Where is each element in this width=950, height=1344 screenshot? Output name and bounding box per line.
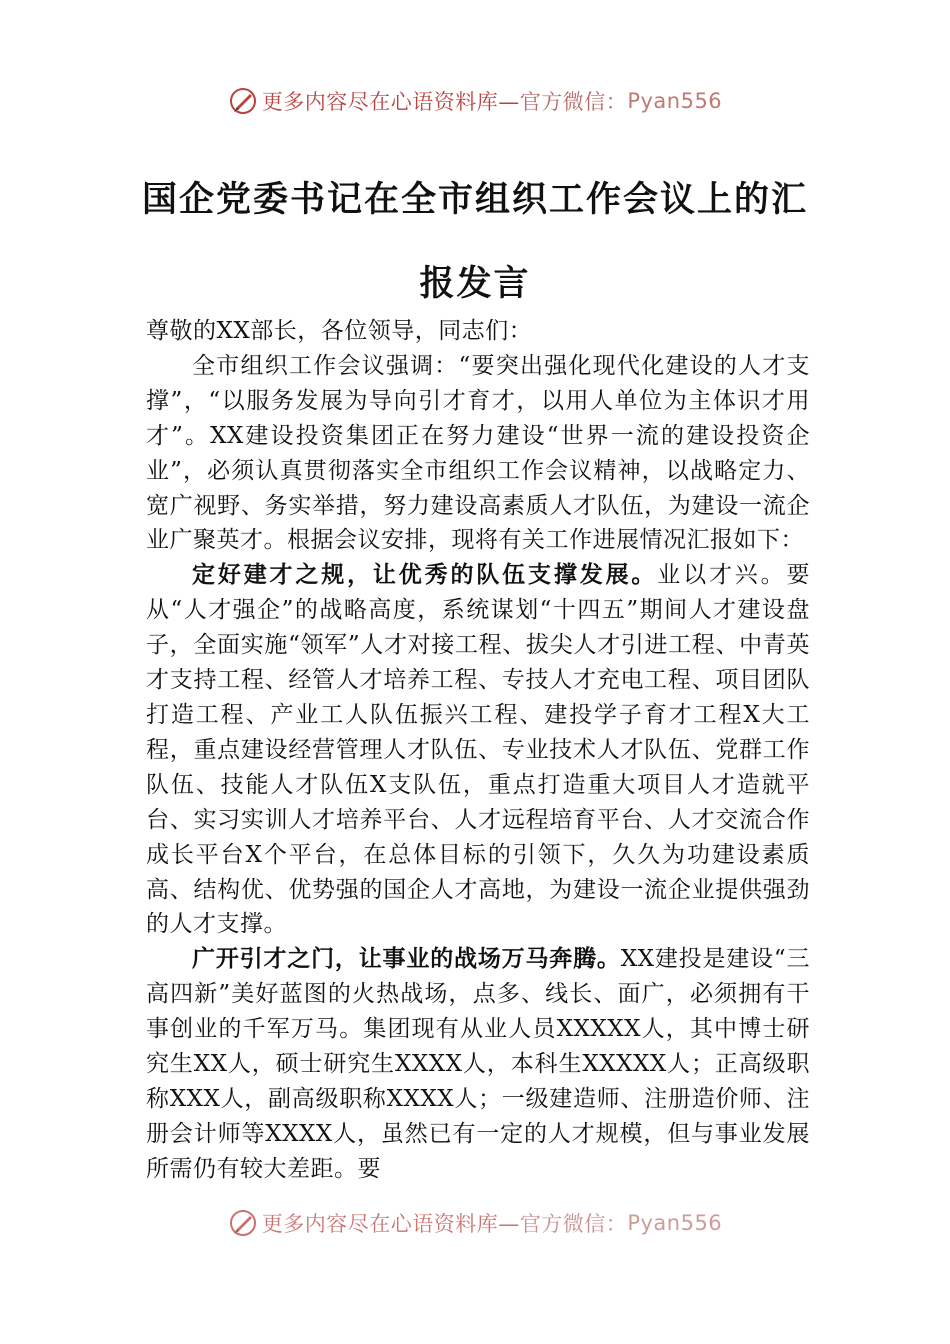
watermark-bottom	[0, 1208, 950, 1238]
watermark-text: 更多内容尽在心语资料库—	[261, 1212, 520, 1236]
watermark-text: 更多内容尽在心语资料库—	[261, 90, 520, 114]
paragraph-text: 全市组织工作会议强调：“要突出强化现代化建设的人才支撑”，“以服务发展为导向引才育才，以用人单位为主体识才用才”。XX建设投资集团正在努力建设“世界一流的建设投资企业”，必须认真贯彻落实全市组织工作会议精神，以战略定力、宽广视野、务实举措，努力建设高素质人才队伍，为建设一流企业广聚英才。根据会议安排，现将有关工作进展情况汇报如下：	[146, 352, 810, 554]
document-title: 国企党委书记在全市组织工作会议上的汇报发言	[141, 179, 808, 304]
paragraph-lead: 定好建才之规，让优秀的队伍支撑发展。	[192, 561, 658, 589]
watermark-wechat-id: Pyan556	[627, 89, 723, 113]
pen-logo-icon	[228, 86, 258, 116]
paragraph-text: 业以才兴。要从“人才强企”的战略高度，系统谋划“十四五”期间人才建设盘子，全面实施“领军”人才对接工程、拔尖人才引进工程、中青英才支持工程、经管人才培养工程、专技人才充电工程、项目团队打造工程、产业工人队伍振兴工程、建投学子育才工程X大工程，重点建设经营管理人才队伍、专业技术人才队伍、党群工作队伍、技能人才队伍X支队伍，重点打造重大项目人才造就平台、实习实训人才培养平台、人才远程培育平台、人才交流合作成长平台X个平台，在总体目标的引领下，久久为功建设素质高、结构优、优势强的国企人才高地，为建设一流企业提供强劲的人才支撑。	[146, 562, 811, 938]
pen-logo-icon	[228, 1208, 258, 1238]
paragraph	[146, 942, 810, 1186]
watermark-wechat-label: 官方微信：	[519, 1212, 628, 1236]
paragraph	[146, 349, 810, 558]
paragraph	[146, 558, 810, 942]
salutation: 尊敬的XX部长，各位领导，同志们：	[146, 318, 533, 344]
document-body	[146, 314, 810, 1187]
watermark-wechat-label: 官方微信：	[519, 90, 628, 114]
paragraph-text: XX建投是建设“三高四新”美好蓝图的火热战场，点多、线长、面广，必须拥有干事创业的千军万马。集团现有从业人员XXXXX人，其中博士研究生XX人，硕士研究生XXXX人，本科生XXXXX人；正高级职称XXX人，副高级职称XXXX人；一级建造师、注册造价师、注册会计师等XXXX人，虽然已有一定的人才规模，但与事业发展所需仍有较大差距。要	[146, 946, 810, 1182]
watermark-top	[0, 86, 950, 116]
watermark-wechat-id: Pyan556	[627, 1211, 723, 1235]
paragraph-lead: 广开引才之门，让事业的战场万马奔腾。	[192, 945, 621, 973]
